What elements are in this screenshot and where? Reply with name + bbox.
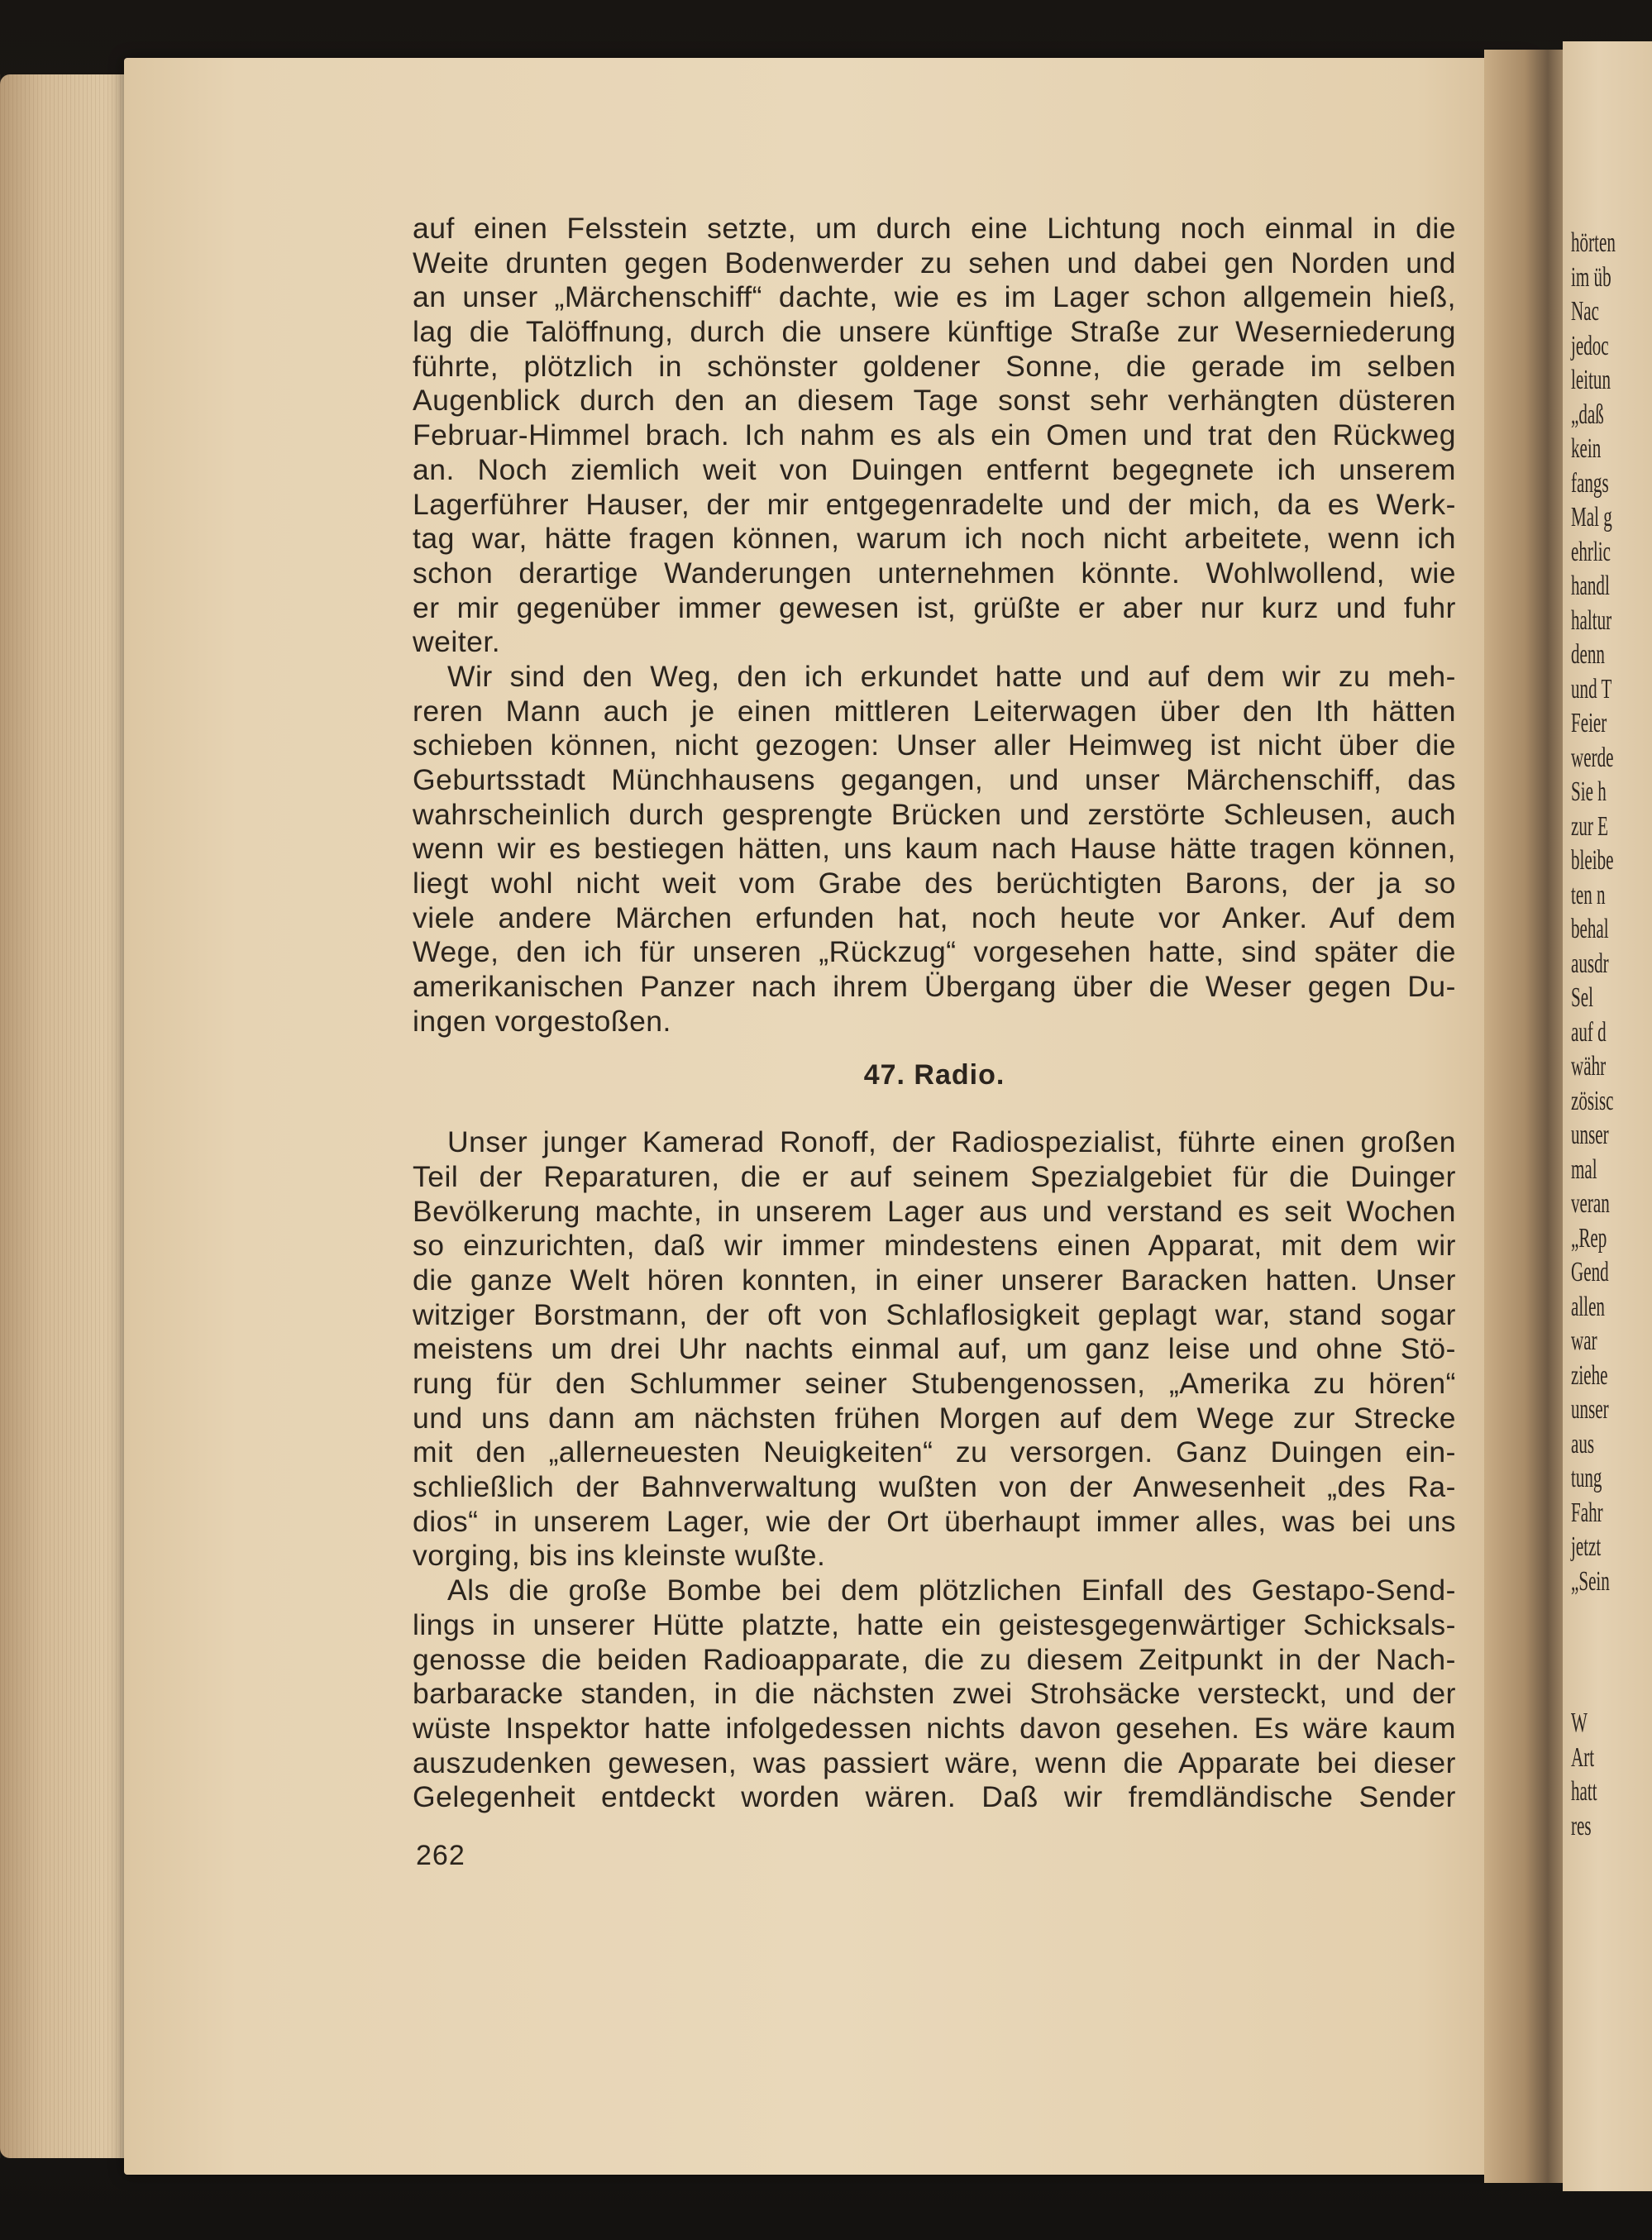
text-line: er mir gegenüber immer gewesen ist, grüßte er aber nur kurz und fuhr xyxy=(413,590,1456,624)
text-line: wüste Inspektor hatte infolgedessen nichts davon gesehen. Es wäre kaum xyxy=(413,1711,1456,1745)
facing-page-fragment: Fahr xyxy=(1571,1497,1603,1528)
text-line: wahrscheinlich durch gesprengte Brücken und zerstörte Schleusen, auch xyxy=(413,797,1456,831)
facing-page-fragment: ausdr xyxy=(1571,948,1609,979)
facing-page-fragment: haltur xyxy=(1571,604,1612,636)
paragraph-4 xyxy=(413,1574,1456,1815)
text-line: genosse die beiden Radioapparate, die zu diesem Zeitpunkt in der Nach- xyxy=(413,1642,1456,1676)
facing-page xyxy=(1563,41,1652,2191)
facing-page-fragment: währ xyxy=(1571,1051,1607,1082)
text-line: viele andere Märchen erfunden hat, noch heute vor Anker. Auf dem xyxy=(413,900,1456,934)
facing-page-fragment: res xyxy=(1571,1810,1592,1841)
facing-page-fragment: jetzt xyxy=(1571,1531,1602,1562)
facing-page-fragment: behal xyxy=(1571,914,1609,944)
text-line: auszudenken gewesen, was passiert wäre, wenn die Apparate bei dieser xyxy=(413,1746,1456,1779)
text-line: witziger Borstmann, der oft von Schlaflosigkeit geplagt war, stand sogar xyxy=(413,1297,1456,1331)
facing-page-fragment: aus xyxy=(1571,1428,1595,1459)
facing-page-fragment: Sel xyxy=(1571,982,1593,1013)
text-line: Teil der Reparaturen, die er auf seinem Spezialgebiet für die Duinger xyxy=(413,1159,1456,1193)
text-line: Bevölkerung machte, in unserem Lager aus und verstand es seit Wochen xyxy=(413,1194,1456,1228)
facing-page-fragment: W xyxy=(1571,1707,1588,1738)
text-line: barbaracke standen, in die nächsten zwei Strohsäcke versteckt, und der xyxy=(413,1677,1456,1711)
facing-page-fragment: ziehe xyxy=(1571,1359,1608,1391)
text-line: schieben können, nicht gezogen: Unser aller Heimweg ist nicht über die xyxy=(413,728,1456,762)
facing-page-fragment: zösisc xyxy=(1571,1085,1614,1116)
facing-page-fragment: ehrlic xyxy=(1571,536,1611,567)
facing-page-fragment: hatt xyxy=(1571,1776,1597,1807)
facing-page-fragment: war xyxy=(1571,1325,1597,1356)
facing-page-fragment: zur E xyxy=(1571,810,1609,842)
text-line: lings in unserer Hütte platzte, hatte ein geistesgegenwärtiger Schicksals- xyxy=(413,1607,1456,1641)
text-line: reren Mann auch je einen mittleren Leiterwagen über den Ith hätten xyxy=(413,694,1456,728)
text-line: auf einen Felsstein setzte, um durch eine Lichtung noch einmal in die xyxy=(413,212,1456,245)
facing-page-fragment: Art xyxy=(1571,1741,1595,1773)
text-line: wenn wir es bestiegen hätten, uns kaum nach Hause hätte tragen können, xyxy=(413,832,1456,866)
facing-page-fragment: denn xyxy=(1571,639,1605,670)
facing-page-fragment: fangs xyxy=(1571,467,1609,499)
text-line: Wege, den ich für unseren „Rückzug“ vorgesehen hatte, sind später die xyxy=(413,935,1456,969)
page-stack-edge xyxy=(0,74,145,2158)
facing-page-fragment: allen xyxy=(1571,1291,1605,1322)
facing-page-fragment: hörten xyxy=(1571,227,1616,258)
facing-page-fragment: auf d xyxy=(1571,1016,1607,1048)
facing-page-fragment: unser xyxy=(1571,1394,1609,1425)
text-line: liegt wohl nicht weit vom Grabe des berüchtigten Barons, der ja so xyxy=(413,867,1456,900)
facing-page-fragment: veran xyxy=(1571,1188,1610,1219)
text-line: Wir sind den Weg, den ich erkundet hatte und auf dem wir zu meh- xyxy=(447,659,1456,693)
section-heading: 47. Radio. xyxy=(863,1058,1005,1091)
text-line: mit den „allerneuesten Neuigkeiten“ zu versorgen. Ganz Duingen ein- xyxy=(413,1435,1456,1469)
facing-page-fragment: leitun xyxy=(1571,365,1611,395)
facing-page-fragment: handl xyxy=(1571,571,1610,601)
facing-page-fragment: unser xyxy=(1571,1120,1609,1150)
paragraph-3 xyxy=(413,1125,1456,1574)
text-line: meistens um drei Uhr nachts einmal auf, um ganz leise und ohne Stö- xyxy=(413,1332,1456,1366)
text-line: Geburtsstadt Münchhausens gegangen, und unser Märchenschiff, das xyxy=(413,763,1456,796)
text-line: schließlich der Bahnverwaltung wußten von der Anwesenheit „des Ra- xyxy=(413,1470,1456,1504)
text-line: und uns dann am nächsten frühen Morgen auf dem Wege zur Strecke xyxy=(413,1401,1456,1435)
facing-page-fragment: Gend xyxy=(1571,1257,1609,1287)
text-line: ingen vorgestoßen. xyxy=(413,1004,671,1038)
facing-page-fragment: werde xyxy=(1571,742,1614,773)
facing-page-fragment: „daß xyxy=(1571,399,1604,430)
paragraph-1 xyxy=(413,212,1456,660)
facing-page-fragment: Nac xyxy=(1571,296,1599,327)
facing-page-fragment: „Sein xyxy=(1571,1565,1610,1597)
facing-page-fragment: mal xyxy=(1571,1153,1597,1185)
facing-page-fragment: und T xyxy=(1571,673,1612,704)
text-line: weiter. xyxy=(413,625,501,659)
text-line: so einzurichten, daß wir immer mindestens einen Apparat, mit dem wir xyxy=(413,1229,1456,1263)
text-line: Weite drunten gegen Bodenwerder zu sehen und dabei gen Norden und xyxy=(413,246,1456,279)
text-line: amerikanischen Panzer nach ihrem Übergang über die Weser gegen Du- xyxy=(413,970,1456,1004)
text-line: schon derartige Wanderungen unternehmen könnte. Wohlwollend, wie xyxy=(413,556,1456,590)
facing-page-fragment: tung xyxy=(1571,1463,1602,1493)
facing-page-fragment: Feier xyxy=(1571,708,1607,738)
text-line: Als die große Bombe bei dem plötzlichen Einfall des Gestapo-Send- xyxy=(447,1574,1456,1607)
text-line: Lagerführer Hauser, der mir entgegenradelte und der mich, da es Werk- xyxy=(413,487,1456,521)
facing-page-fragment: Sie h xyxy=(1571,776,1607,807)
text-line: an unser „Märchenschiff“ dachte, wie es im Lager schon allgemein hieß, xyxy=(413,280,1456,314)
facing-page-fragment: „Rep xyxy=(1571,1222,1607,1254)
text-line: Februar-Himmel brach. Ich nahm es als ein Omen und trat den Rückweg xyxy=(413,418,1456,452)
text-line: an. Noch ziemlich weit von Duingen entfernt begegnete ich unserem xyxy=(413,452,1456,486)
facing-page-fragment: bleibe xyxy=(1571,845,1614,876)
text-line: Unser junger Kamerad Ronoff, der Radiospezialist, führte einen großen xyxy=(447,1125,1456,1159)
text-line: vorging, bis ins kleinste wußte. xyxy=(413,1539,826,1573)
text-line: tag war, hätte fragen können, warum ich noch nicht arbeitete, wenn ich xyxy=(413,522,1456,556)
text-line: Gelegenheit entdeckt worden wären. Daß wir fremdländische Sender xyxy=(413,1780,1456,1814)
facing-page-fragment: Mal g xyxy=(1571,502,1612,533)
page-text xyxy=(413,212,1456,1815)
text-line: führte, plötzlich in schönster goldener Sonne, die gerade im selben xyxy=(413,349,1456,383)
page-number: 262 xyxy=(416,1840,466,1871)
text-line: Augenblick durch den an diesem Tage sonst sehr verhängten düsteren xyxy=(413,384,1456,418)
paragraph-2 xyxy=(413,660,1456,1039)
text-line: lag die Talöffnung, durch die unsere künftige Straße zur Weserniederung xyxy=(413,315,1456,349)
text-line: die ganze Welt hören konnten, in einer unserer Baracken hatten. Unser xyxy=(413,1263,1456,1297)
text-line: dios“ in unserem Lager, wie der Ort überhaupt immer alles, was bei uns xyxy=(413,1504,1456,1538)
text-line: rung für den Schlummer seiner Stubengenossen, „Amerika zu hören“ xyxy=(413,1367,1456,1400)
facing-page-fragment: im üb xyxy=(1571,261,1611,293)
facing-page-fragment: jedoc xyxy=(1571,330,1609,361)
facing-page-fragment: kein xyxy=(1571,433,1602,464)
facing-page-fragment: ten n xyxy=(1571,879,1606,910)
